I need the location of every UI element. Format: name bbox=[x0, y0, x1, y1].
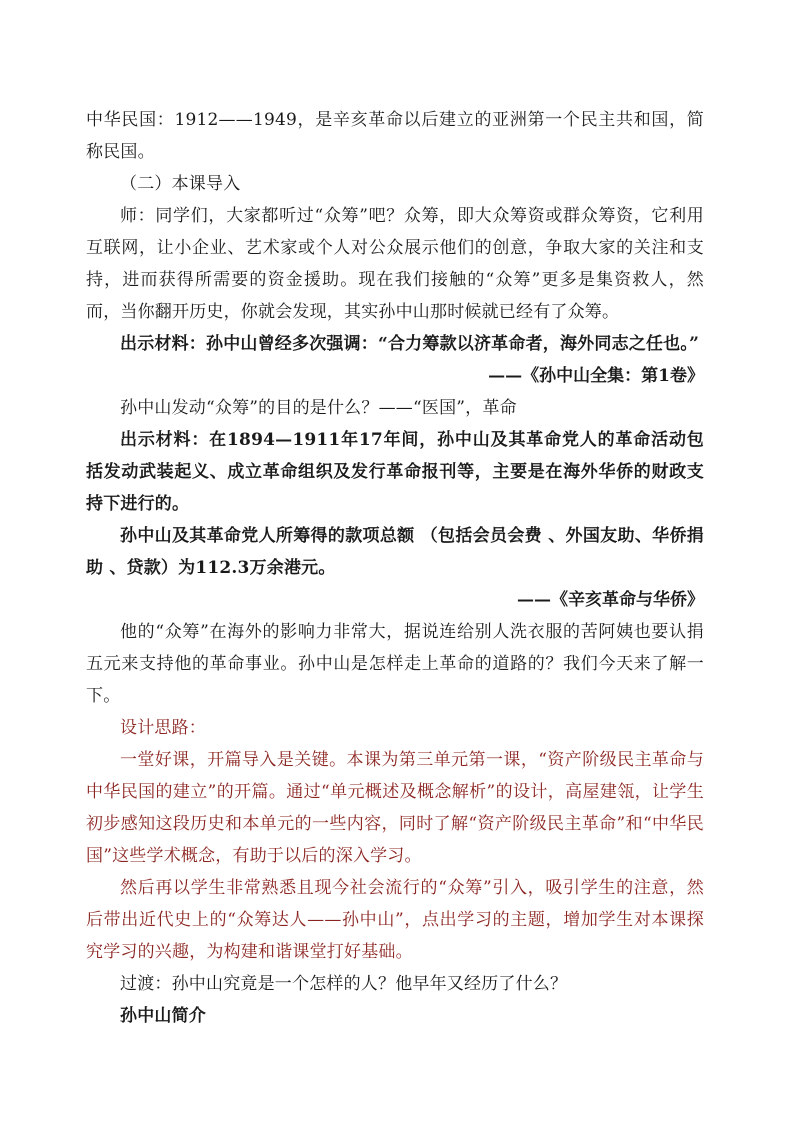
design-paragraph-two: 然后再以学生非常熟悉且现今社会流行的“众筹”引入，吸引学生的注意，然后带出近代史上的“众筹达人——孙中山”，点出学习的主题，增加学生对本课探究学习的兴趣，为构建和谐课堂打好基础。 bbox=[86, 878, 704, 962]
heading-lesson-intro: （二）本课导入 bbox=[120, 174, 241, 194]
section-heading-sun-bio: 孙中山简介 bbox=[120, 1006, 206, 1026]
material-funds-total: 孙中山及其革命党人所筹得的款项总额 （包括会员会费 、外国友助、华侨捐助 、贷款）为112.3万余港元。 bbox=[86, 526, 704, 578]
source-citation-complete-works: ——《孙中山全集：第1卷》 bbox=[488, 366, 704, 386]
paragraph-minguo-definition: 中华民国：1912——1949，是辛亥革命以后建立的亚洲第一个民主共和国，简称民国。 bbox=[86, 110, 704, 162]
design-label: 设计思路： bbox=[120, 718, 206, 738]
document-body bbox=[86, 104, 704, 1032]
paragraph-overseas-influence: 他的“众筹”在海外的影响力非常大，据说连给别人洗衣服的苦阿姨也要认捐五元来支持他的革命事业。孙中山是怎样走上革命的道路的？我们今天来了解一下。 bbox=[86, 622, 704, 706]
material-revolutionary-activities: 出示材料：在1894—1911年17年间，孙中山及其革命党人的革命活动包括发动武装起义、成立革命组织及发行革命报刊等，主要是在海外华侨的财政支持下进行的。 bbox=[86, 430, 704, 514]
question-crowdfunding-purpose: 孙中山发动“众筹”的目的是什么？——“医国”，革命 bbox=[120, 398, 517, 418]
design-paragraph-one: 一堂好课，开篇导入是关键。本课为第三单元第一课，“资产阶级民主革命与中华民国的建立”的开篇。通过“单元概述及概念解析”的设计，高屋建瓴，让学生初步感知这段历史和本单元的一些内容，同时了解“资产阶级民主革命”和“中华民国”这些学术概念，有助于以后的深入学习。 bbox=[86, 750, 704, 866]
material-quote-sun: 出示材料：孙中山曾经多次强调：“合力筹款以济革命者，海外同志之任也。” bbox=[120, 334, 700, 354]
transition-question: 过渡：孙中山究竟是一个怎样的人？他早年又经历了什么？ bbox=[120, 974, 568, 994]
source-citation-overseas-chinese: ——《辛亥革命与华侨》 bbox=[517, 590, 704, 610]
paragraph-teacher-crowdfunding: 师：同学们，大家都听过“众筹”吧？众筹，即大众筹资或群众筹资，它利用互联网，让小企业、艺术家或个人对公众展示他们的创意，争取大家的关注和支持，进而获得所需要的资金援助。现在我们接触的“众筹”更多是集资救人，然而，当你翻开历史，你就会发现，其实孙中山那时候就已经有了众筹。 bbox=[86, 206, 704, 322]
